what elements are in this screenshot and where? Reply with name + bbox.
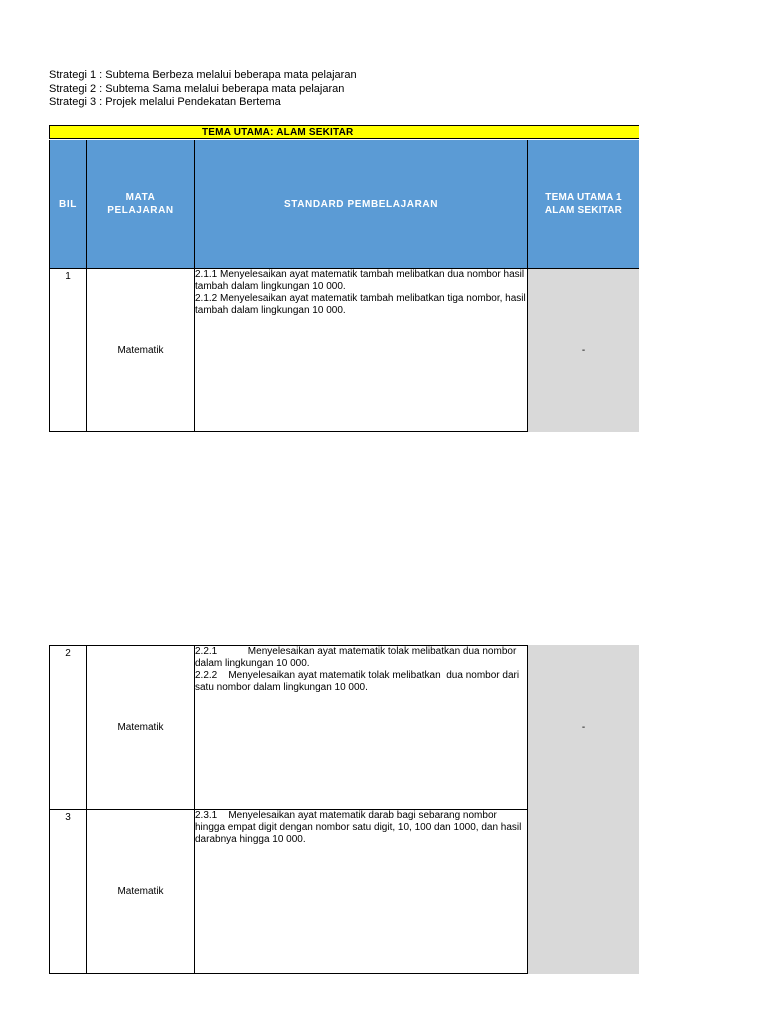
standard-item: 2.2.1 Menyelesaikan ayat matematik tolak melibatkan dua nombor dalam lingkungan 10 000. xyxy=(195,646,520,669)
standard-item: 2.1.2 Menyelesaikan ayat matematik tambah melibatkan tiga nombor, hasil tambah dalam lingkungan 10 000. xyxy=(195,293,526,316)
row-theme xyxy=(528,810,639,974)
table-row xyxy=(49,645,639,810)
row-theme: - xyxy=(528,269,639,432)
row-theme: - xyxy=(528,645,639,810)
row-subject: Matematik xyxy=(87,810,195,974)
table-header xyxy=(49,140,639,269)
row-subject: Matematik xyxy=(87,269,195,432)
theme-title: TEMA UTAMA: ALAM SEKITAR xyxy=(202,127,354,138)
strategy-3: Strategi 3 : Projek melalui Pendekatan Bertema xyxy=(49,96,281,108)
header-standard: STANDARD PEMBELAJARAN xyxy=(195,140,528,269)
row-standards xyxy=(195,269,528,432)
header-subject: MATA PELAJARAN xyxy=(87,140,195,269)
table-row xyxy=(49,810,639,974)
strategy-1: Strategi 1 : Subtema Berbeza melalui beberapa mata pelajaran xyxy=(49,69,357,81)
theme-title-bar xyxy=(49,125,639,139)
row-subject: Matematik xyxy=(87,645,195,810)
standard-item: 2.2.2 Menyelesaikan ayat matematik tolak melibatkan dua nombor dari satu nombor dalam lingkungan 10 000. xyxy=(195,670,522,693)
strategy-2: Strategi 2 : Subtema Sama melalui beberapa mata pelajaran xyxy=(49,82,345,95)
header-theme: TEMA UTAMA 1 ALAM SEKITAR xyxy=(528,140,639,269)
header-bil: BIL xyxy=(49,140,87,269)
row-standards xyxy=(195,645,528,810)
standard-item: 2.3.1 Menyelesaikan ayat matematik darab bagi sebarang nombor hingga empat digit dengan nombor satu digit, 10, 100 dan 1000, dan hasil darabnya hingga 10 000. xyxy=(195,810,525,845)
standard-item: 2.1.1 Menyelesaikan ayat matematik tambah melibatkan dua nombor hasil tambah dalam lingkungan 10 000. xyxy=(195,269,525,292)
row-bil: 1 xyxy=(49,269,87,432)
row-bil: 3 xyxy=(49,810,87,974)
row-standards xyxy=(195,810,528,974)
row-bil: 2 xyxy=(49,645,87,810)
table-row xyxy=(49,269,639,432)
strategy-list xyxy=(49,69,357,110)
